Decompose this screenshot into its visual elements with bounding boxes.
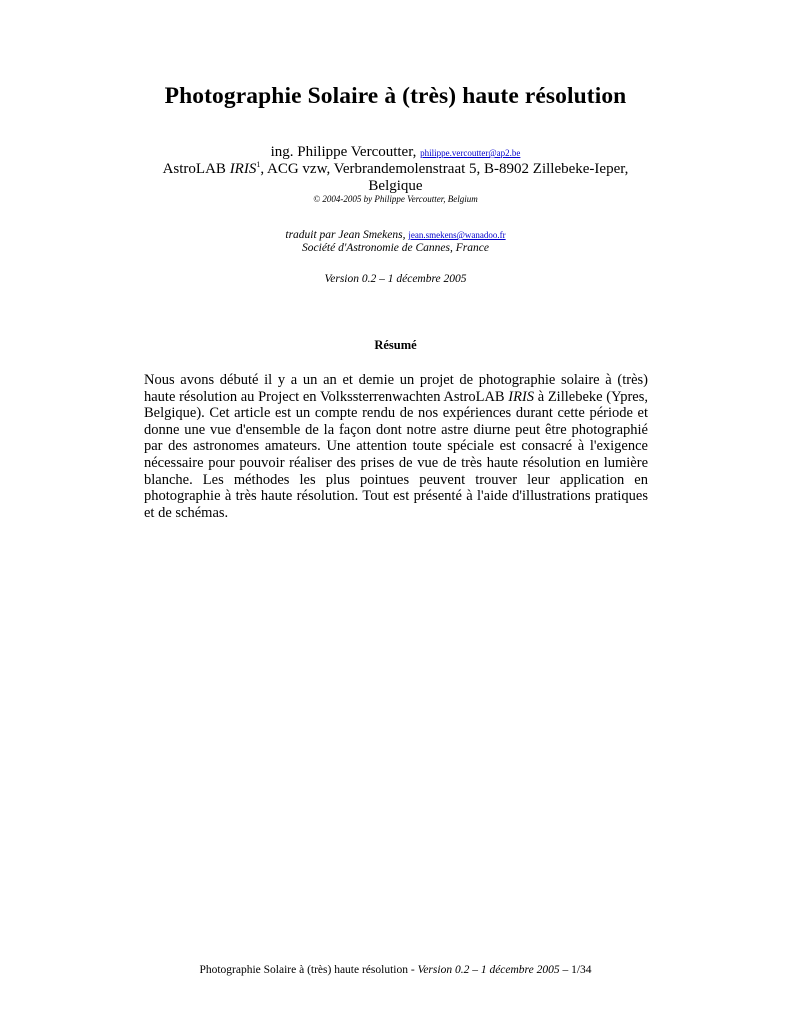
resume-text-part1: Nous avons débuté il y a un an et demie un projet de photographie solaire à (très) haute résolution au Project en Volkssterrenwachten AstroLAB (144, 372, 648, 405)
translator-society: Société d'Astronomie de Cannes, France (302, 242, 489, 254)
version-line: Version 0.2 – 1 décembre 2005 (324, 273, 467, 285)
affiliation-iris: IRIS (229, 161, 257, 177)
footer-page-number: – 1/34 (559, 964, 592, 976)
translator-line (0, 229, 791, 241)
resume-heading: Résumé (374, 338, 417, 352)
country-line: Belgique (368, 178, 423, 194)
affiliation-line (0, 160, 791, 178)
page-footer (0, 964, 791, 976)
footer-version: Version 0.2 – 1 décembre 2005 (417, 964, 560, 976)
author-email-link[interactable]: philippe.vercoutter@ap2.be (420, 148, 521, 158)
copyright-notice: © 2004-2005 by Philippe Vercoutter, Belgium (313, 194, 478, 204)
affiliation-start: AstroLAB (162, 161, 230, 177)
footnote-marker[interactable]: 1 (256, 160, 261, 169)
affiliation-rest: , ACG vzw, Verbrandemolenstraat 5, B-8902 Zillebeke-Ieper, (260, 161, 629, 177)
document-title: Photographie Solaire à (très) haute résolution (164, 83, 627, 109)
author-name: ing. Philippe Vercoutter, (270, 144, 421, 160)
translator-email-link[interactable]: jean.smekens@wanadoo.fr (408, 230, 506, 240)
footer-title: Photographie Solaire à (très) haute résolution - (199, 964, 418, 976)
resume-iris: IRIS (508, 388, 535, 405)
translator-name: traduit par Jean Smekens, (285, 229, 409, 241)
resume-text-part2: à Zillebeke (Ypres, Belgique). Cet article est un compte rendu de nos expériences durant cette période et donne une vue d'ensemble de la façon dont notre astre diurne peut être photographié par des astronomes amateurs. Une attention toute spéciale est consacré à l'exigence nécessaire pour pouvoir réaliser des prises de vue de très haute résolution en lumière blanche. Les méthodes les plus pointues peuvent trouver leur application en photographie à très haute résolution. Tout est présenté à l'aide d'illustrations pratiques et de schémas. (144, 388, 648, 521)
resume-paragraph (144, 372, 648, 521)
